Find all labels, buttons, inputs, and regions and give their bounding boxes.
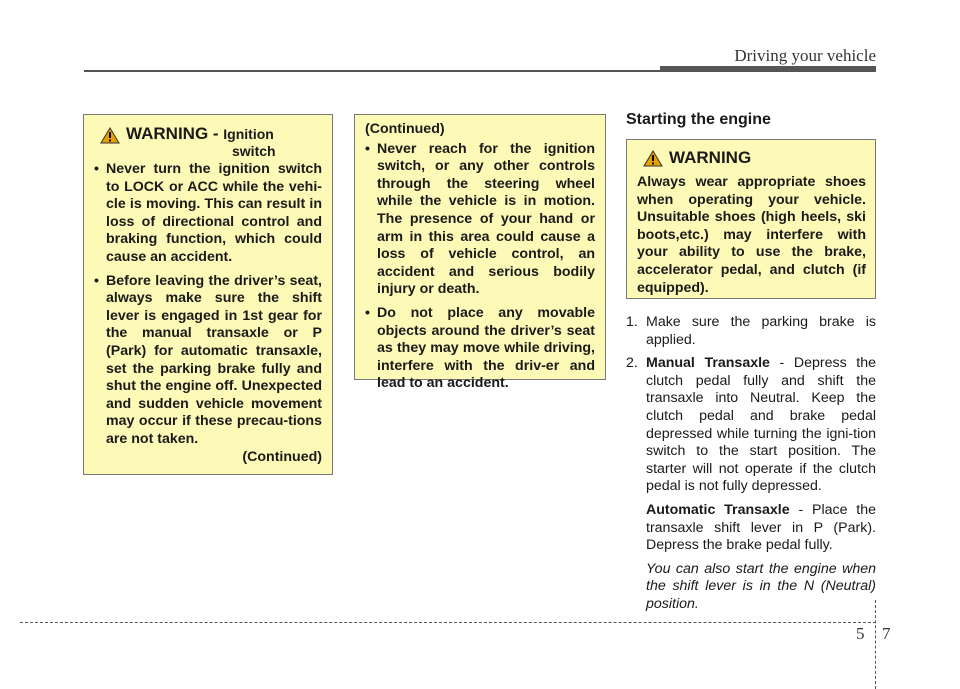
step-2 [626, 355, 876, 613]
warning-text: Always wear appropriate shoes when operating your vehicle. Unsuitable shoes (high heels, ski boots,etc.) may interfere with your ability to use the brake, accelerator pedal, and clutch (if equipped). [637, 174, 866, 296]
warning-box-shoes [626, 139, 876, 299]
step-text: Make sure the parking brake is applied. [646, 314, 876, 348]
list-item: • Before leaving the driver’s seat, always make sure the shift lever is engaged in 1st gear for the manual transaxle or P (Park) for automatic transaxle, set the parking brake fully and shut the engine off. Unexpected and sudden vehicle movement may occur if these precau-tions are not taken. [94, 273, 322, 449]
warning-title: WARNING - [126, 124, 224, 143]
page-number: 7 [882, 624, 891, 643]
list-item: • Never turn the ignition switch to LOCK or ACC while the vehi-cle is moving. This can result in loss of directional control and braking function, which could cause an accident. [94, 161, 322, 267]
list-item: • Do not place any movable objects around the driver’s seat as they may move while driving, interfere with the driv-er and lead to an accident. [365, 305, 595, 393]
note-text: You can also start the engine when the shift lever is in the N (Neutral) position. [646, 560, 876, 612]
warning-subtitle: Ignition [223, 126, 274, 142]
continued-label: (Continued) [365, 121, 445, 137]
step-number: 2. [626, 355, 638, 372]
step-label: Automatic Transaxle [646, 501, 790, 518]
warning-subtitle-line2: switch [232, 143, 276, 159]
warning-title: WARNING [669, 148, 752, 167]
starting-steps [626, 314, 876, 620]
step-1 [626, 314, 876, 349]
page-divider [875, 600, 876, 689]
header-rule-accent [660, 66, 876, 72]
step-text: - Depress the clutch pedal fully and shift the transaxle into Neutral. Keep the clutch pedal and brake pedal depressed while turning the igni-tion switch to the start position. The starter will not operate if the clutch pedal is not fully depressed. [646, 355, 876, 495]
chapter-number: 5 [856, 624, 865, 643]
warning-box-continued [354, 114, 606, 392]
warning-header [94, 125, 322, 161]
warning-header [637, 148, 866, 174]
section-heading: Starting the engine [626, 111, 771, 128]
warning-box-ignition-switch [83, 114, 333, 475]
warning-bullet-list [365, 141, 595, 393]
step-text: - Place the transaxle shift lever in P (Park). Depress the brake pedal fully. [646, 501, 876, 554]
list-item: • Never reach for the ignition switch, or any other controls through the steering wheel while the vehicle is in motion. The presence of your hand or arm in this area could cause a loss of vehicle control, an accident and serious bodily injury or death. [365, 141, 595, 299]
page-header-title: Driving your vehicle [734, 46, 876, 65]
warning-triangle-icon [100, 127, 120, 144]
warning-bullet-list [94, 161, 322, 449]
step-label: Manual Transaxle [646, 355, 770, 372]
warning-triangle-icon [643, 150, 663, 167]
step-number: 1. [626, 314, 638, 330]
continued-label: (Continued) [242, 448, 322, 465]
footer-rule [20, 622, 876, 623]
